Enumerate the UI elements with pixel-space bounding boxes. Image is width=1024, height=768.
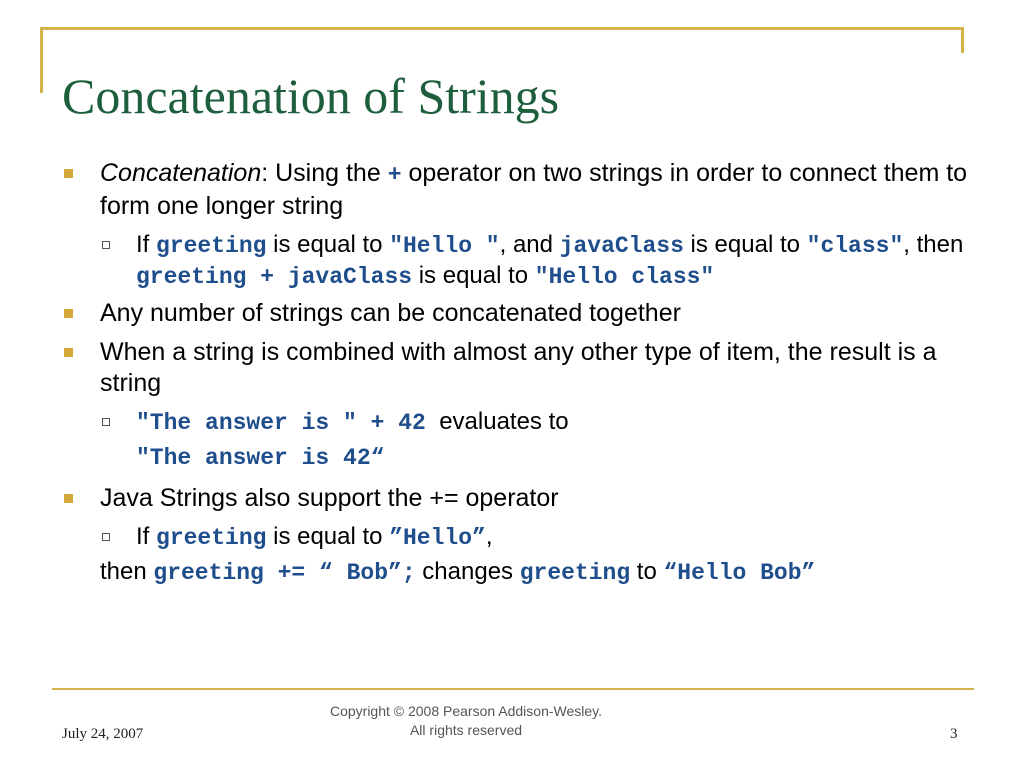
plus-equals-result-line: then greeting += “ Bob”; changes greeting to “Hello Bob” [100,558,816,586]
slide-title: Concatenation of Strings [62,68,560,124]
answer-result-line: "The answer is 42“ [136,445,385,471]
frame-top-line [40,27,964,30]
slide-number: 3 [950,726,958,742]
bullet-concatenation: Concatenation: Using the + operator on two strings in order to connect them to form one longer string [62,158,982,222]
square-bullet-icon [64,348,73,357]
bullet-plus-equals: Java Strings also support the += operator [62,483,982,514]
subbullet-greeting-example: If greeting is equal to "Hello ", and javaClass is equal to "class", then greeting + javaClass is equal to "Hello class" [62,230,982,292]
footer-divider [52,688,974,690]
bullet-any-number: Any number of strings can be concatenated together [62,298,982,329]
subbullet-plus-equals-example: If greeting is equal to ”Hello”, [62,522,982,553]
square-bullet-icon [64,494,73,503]
bullet-combined-types: When a string is combined with almost any other type of item, the result is a string [62,337,982,399]
hollow-square-bullet-icon [102,241,110,249]
hollow-square-bullet-icon [102,418,110,426]
subbullet-answer-example: "The answer is " + 42 evaluates to [62,407,982,438]
slide-content [62,158,982,588]
square-bullet-icon [64,169,73,178]
footer-copyright: Copyright © 2008 Pearson Addison-Wesley. All rights reserved [329,703,603,738]
footer-date: July 24, 2007 [62,726,144,742]
frame-right-line [961,27,964,53]
hollow-square-bullet-icon [102,533,110,541]
frame-left-line [40,27,43,93]
square-bullet-icon [64,309,73,318]
